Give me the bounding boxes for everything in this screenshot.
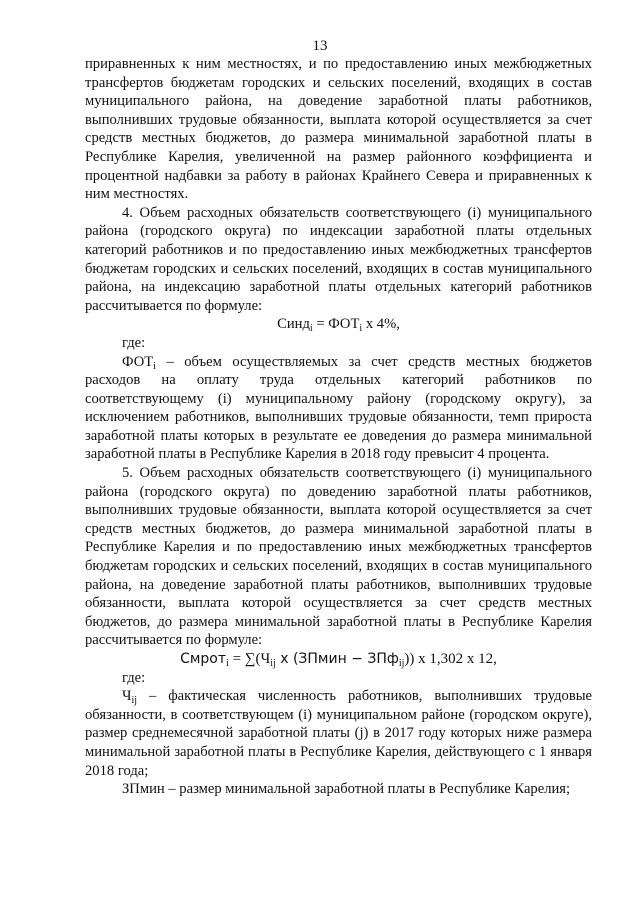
definition-ch-sub: ij xyxy=(131,695,138,707)
formula-sind-fot-sub: i xyxy=(359,323,363,335)
where-label-1: где: xyxy=(122,334,146,351)
formula-smrot-ch-sub: ij xyxy=(270,658,276,669)
definition-ch-term: Ч xyxy=(122,688,132,705)
formula-sind-lhs: Синд xyxy=(277,316,310,333)
definition-fot-sub: i xyxy=(153,360,156,372)
formula-sind-fot: ФОТ xyxy=(328,316,360,333)
paragraph-4: 4. Объем расходных обязательств соответствующего (i) муниципального района (городского округа) по индексации заработной платы отдельных категорий работников и по предоставлению иных межбюджетных трансфертов бюджетам городских и сельских поселений, входящих в состав муниципального района, на индексацию заработной платы отдельных категорий работников рассчитывается по формуле: xyxy=(85,204,592,314)
formula-smrot-eq: = ∑(Ч xyxy=(228,651,271,667)
paragraph-continuation: приравненных к ним местностях, и по предоставлению иных межбюджетных трансфертов бюджетам городских и сельских поселений, входящих в состав муниципального района, на доведение заработной платы работников, выполнивших трудовые обязанности, выплата которой осуществляется за счет средств местных бюджетов, до размера минимальной заработной платы в Республике Карелия, увеличенной на размер районного коэффициента и процентной надбавки за работу в районах Крайнего Севера и приравненных к ним местностях. xyxy=(85,56,592,203)
formula-smrot-zpf-sub: ij xyxy=(398,658,405,669)
document-body xyxy=(85,55,592,799)
formula-smrot xyxy=(85,650,592,669)
definition-fot-text: – объем осуществляемых за счет средств местных бюджетов расходов на оплату труда отдельных категорий работников по соответствующему (i) муниципальному району (городскому округу), за исключением работников, выполнивших трудовые обязанности, темп прироста заработной платы которых в результате ее доведения до размера минимальной заработной платы в Республике Карелия в 2018 году превысит 4 процента. xyxy=(85,353,592,463)
formula-smrot-mid: х (ЗПмин − ЗПф xyxy=(275,651,399,667)
formula-smrot-lhs: Смрот xyxy=(180,651,227,667)
definition-ch xyxy=(85,687,592,780)
definition-fot-term: ФОТ xyxy=(122,353,154,370)
definition-zpmin: ЗПмин – размер минимальной заработной платы в Республике Карелия; xyxy=(122,781,571,798)
formula-sind-eq: = xyxy=(312,316,329,333)
definition-ch-text: – фактическая численность работников, выполнивших трудовые обязанности, в соответствующем (i) муниципальном районе (городском округе), размер среднемесячной заработной платы (j) в 2017 году которых ниже размера минимальной заработной платы в Республике Карелия, действующего с 1 января 2018 года; xyxy=(85,688,592,779)
paragraph-5: 5. Объем расходных обязательств соответствующего (i) муниципального района (городского округа) по доведению заработной платы работников, выполнивших трудовые обязанности, выплата которой осуществляется за счет средств местных бюджетов, до размера минимальной заработной платы в Республике Карелия и по предоставлению иных межбюджетных трансфертов бюджетам городских и сельских поселений, входящих в состав муниципального района, на доведение заработной платы работников, выполнивших трудовые обязанности, выплата которой осуществляется за счет средств местных бюджетов, до размера минимальной заработной платы в Республике Карелия рассчитывается по формуле: xyxy=(85,465,592,649)
page-number: 13 xyxy=(312,38,328,54)
where-label-2: где: xyxy=(122,669,146,686)
definition-fot xyxy=(85,353,592,465)
formula-sind-rest: х 4%, xyxy=(362,316,400,333)
formula-smrot-rest: )) х 1,302 х 12, xyxy=(404,651,497,667)
formula-smrot-lhs-sub: i xyxy=(226,658,229,669)
formula-sind-lhs-sub: i xyxy=(309,323,313,335)
formula-sind xyxy=(85,315,592,334)
